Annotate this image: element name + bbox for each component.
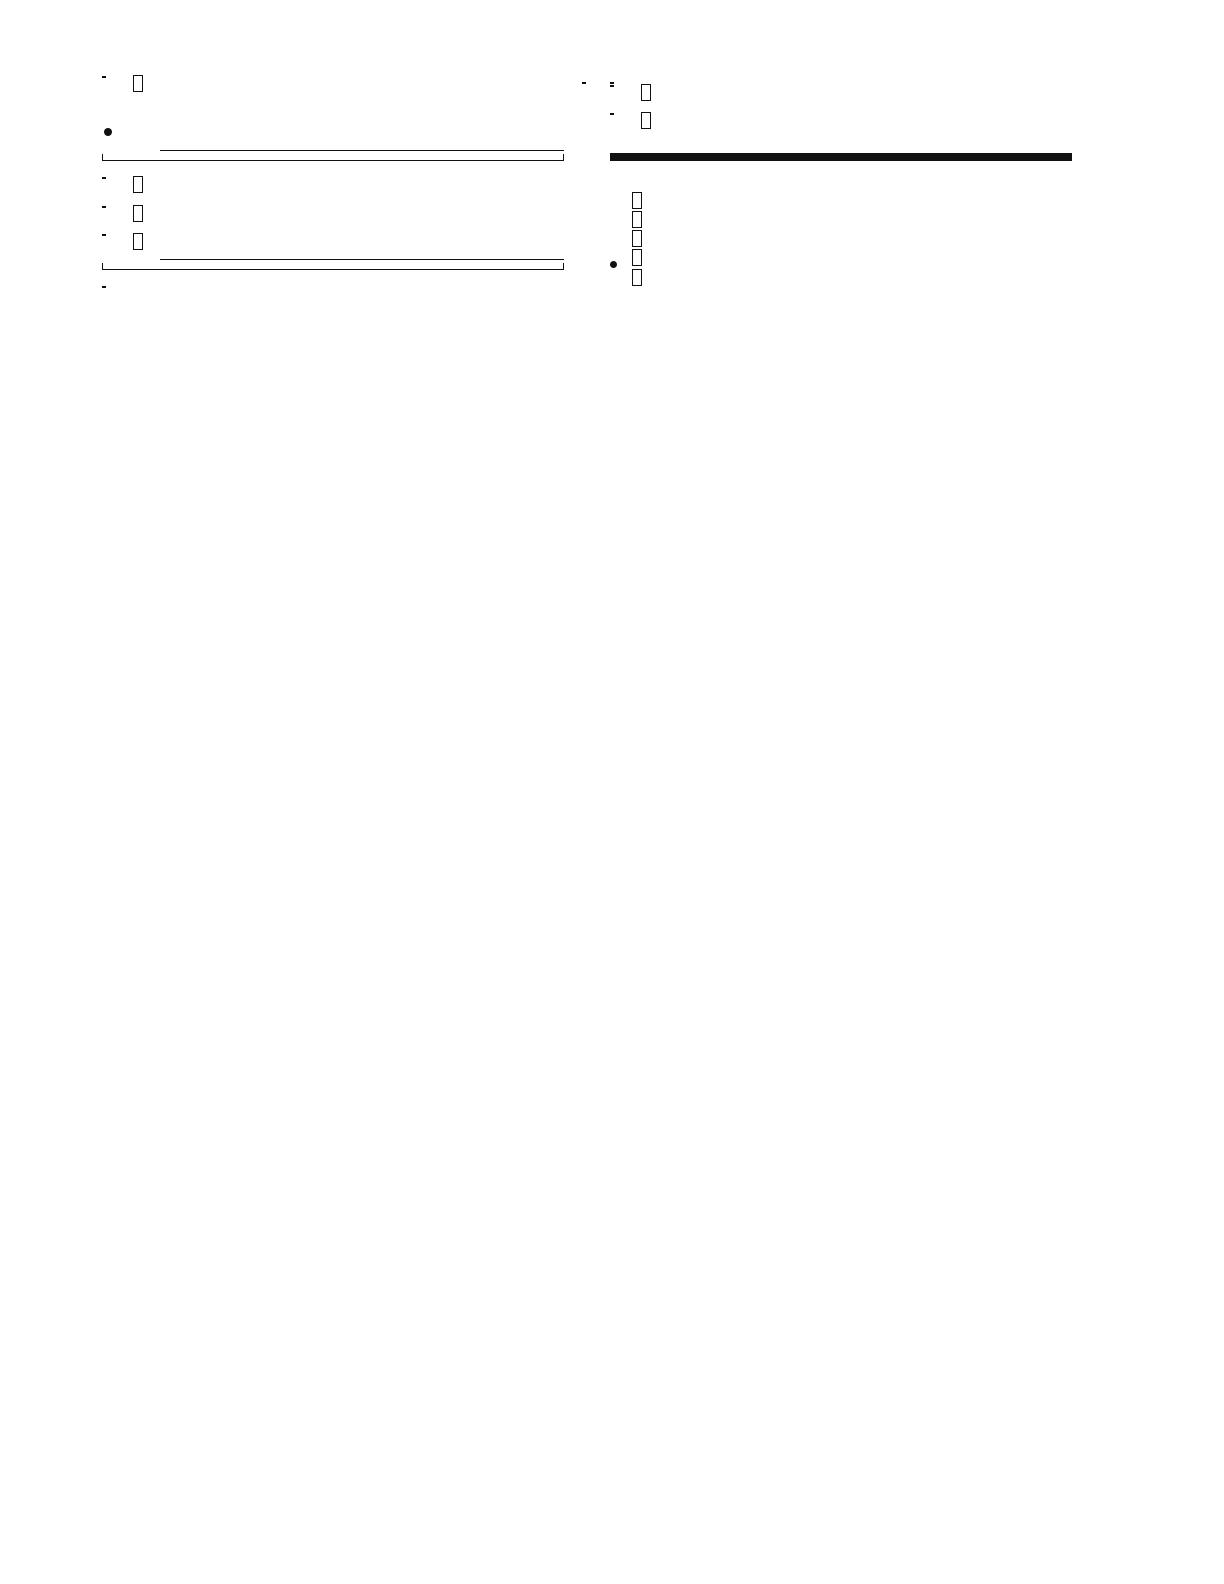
- right-column: [610, 74, 1072, 287]
- reference-box: [632, 192, 642, 209]
- reference-box: [632, 211, 642, 228]
- step-2: [610, 229, 1072, 248]
- reference-box: [632, 230, 642, 247]
- item-number-badge: [610, 85, 614, 87]
- item-27: [102, 232, 564, 251]
- text-line: [641, 111, 1072, 130]
- note-box: [102, 263, 564, 270]
- heading-rule: [610, 153, 1072, 161]
- bullet-note: [610, 248, 1072, 267]
- item-number-badge: [102, 76, 106, 78]
- text-line: [133, 175, 564, 194]
- left-column: [102, 74, 564, 284]
- sleep-indicator-box: [133, 205, 143, 222]
- item-25: [102, 175, 564, 194]
- reference-box: [632, 249, 642, 266]
- item-33: [610, 111, 1072, 130]
- item-number-badge: [102, 234, 106, 236]
- text-line: [133, 204, 564, 223]
- reference-box: [641, 112, 651, 129]
- item-32: [610, 83, 1072, 102]
- item-number-badge: [102, 206, 106, 208]
- reference-box: [632, 269, 642, 286]
- section-heading: [102, 123, 564, 142]
- reference-box: [133, 233, 143, 250]
- audio-mute-indicator-box: [641, 84, 651, 101]
- item-number-badge: [610, 113, 614, 115]
- item-number-badge: [102, 286, 106, 288]
- item-number-badge: [102, 177, 106, 179]
- item-number-badge: [582, 82, 586, 84]
- note-box: [102, 154, 564, 161]
- bullet-icon: [104, 128, 112, 136]
- step-3: [610, 268, 1072, 287]
- reference-box: [133, 75, 143, 92]
- text-line: [133, 232, 564, 251]
- step-1: [610, 191, 1072, 230]
- item-24: [102, 74, 564, 93]
- text-line: [133, 74, 564, 93]
- item-26: [102, 204, 564, 223]
- text-line: [641, 83, 1072, 102]
- reference-box: [133, 176, 143, 193]
